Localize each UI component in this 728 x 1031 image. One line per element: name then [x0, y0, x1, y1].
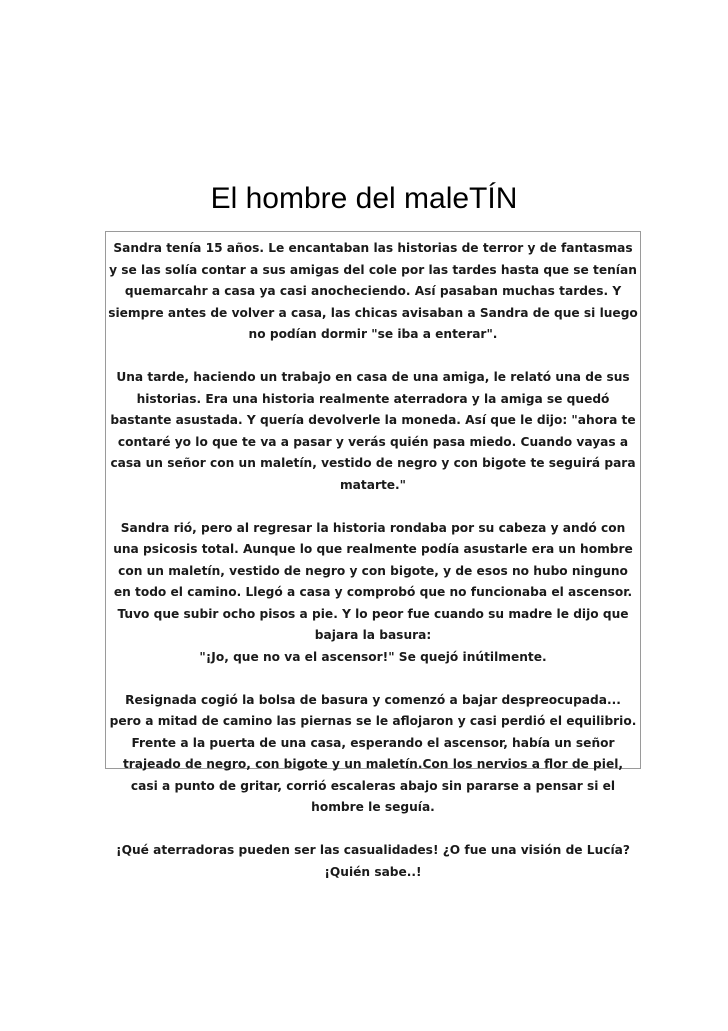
story-paragraph-2 — [108, 367, 638, 496]
story-paragraph-4 — [108, 690, 638, 819]
story-paragraph-1 — [108, 238, 638, 346]
paragraph-text: Una tarde, haciendo un trabajo en casa de una amiga, le relató una de sus historias. Era una historia realmente aterradora y la amiga se quedó bastante asustada. Y quería devolverle la moneda. Así que le dijo: "ahora te contaré yo lo que te va a pasar y verás quién pasa miedo. Cuando vayas a casa un señor con un maletín, vestido de negro y con bigote te seguirá para matarte." — [110, 370, 636, 492]
story-paragraph-5 — [108, 840, 638, 883]
story-paragraph-3 — [108, 518, 638, 669]
paragraph-text: Sandra tenía 15 años. Le encantaban las historias de terror y de fantasmas y se las solía contar a sus amigas del cole por las tardes hasta que se tenían quemarcahr a casa ya casi anocheciendo. Así pasaban muchas tardes. Y siempre antes de volver a casa, las chicas avisaban a Sandra de que si luego no podían dormir "se iba a enterar". — [108, 241, 638, 341]
paragraph-quote: "¡Jo, que no va el ascensor!" Se quejó inútilmente. — [199, 649, 547, 664]
paragraph-text: ¡Qué aterradoras pueden ser las casualidades! ¿O fue una visión de Lucía? ¡Quién sabe..! — [116, 843, 630, 879]
story-box — [105, 231, 641, 879]
page-title: El hombre del maleTÍN — [210, 182, 518, 215]
paragraph-text: Sandra rió, pero al regresar la historia rondaba por su cabeza y andó con una psicosis total. Aunque lo que realmente podía asustarle era un hombre con un maletín, vestido de negro y con bigote, y de esos no hubo ninguno en todo el camino. Llegó a casa y comprobó que no funcionaba el ascensor. Tuvo que subir ocho pisos a pie. Y lo peor fue cuando su madre le dijo que bajara la basura: — [113, 520, 633, 642]
paragraph-text: Resignada cogió la bolsa de basura y comenzó a bajar despreocupada... pero a mitad de camino las piernas se le aflojaron y casi perdió el equilibrio. Frente a la puerta de una casa, esperando el ascensor, había un señor trajeado de negro, con bigote y un maletín.Con los nervios a flor de piel, casi a punto de gritar, corrió escaleras abajo sin pararse a pensar si el hombre le seguía. — [109, 692, 637, 814]
